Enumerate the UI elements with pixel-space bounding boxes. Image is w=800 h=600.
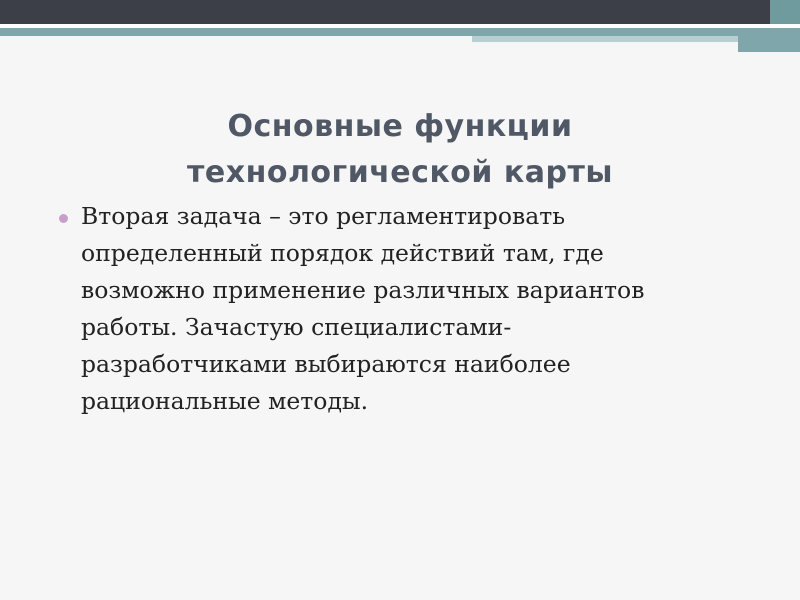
bullet-text-line-2: определенный порядок действий там, где	[81, 239, 604, 267]
header-stripe	[0, 28, 800, 36]
bullet-text-line-5: разработчиками выбираются наиболее	[81, 350, 571, 378]
bullet-text-line-1: Вторая задача – это регламентировать	[81, 202, 566, 230]
bullet-text-line-4: работы. Зачастую специалистами-	[81, 313, 512, 341]
slide-title-line-2: технологической карты	[187, 155, 613, 190]
header-accent-block	[770, 0, 800, 24]
bullet-list	[58, 198, 758, 420]
header-bar	[0, 0, 800, 24]
bullet-dot-icon	[59, 214, 68, 223]
slide-title-line-1: Основные функции	[227, 109, 573, 144]
bullet-item	[58, 198, 758, 420]
header-stripe-right-block	[738, 36, 800, 52]
slide-title	[0, 104, 800, 196]
bullet-text-line-6: рациональные методы.	[81, 387, 369, 415]
bullet-text-line-3: возможно применение различных вариантов	[81, 276, 645, 304]
